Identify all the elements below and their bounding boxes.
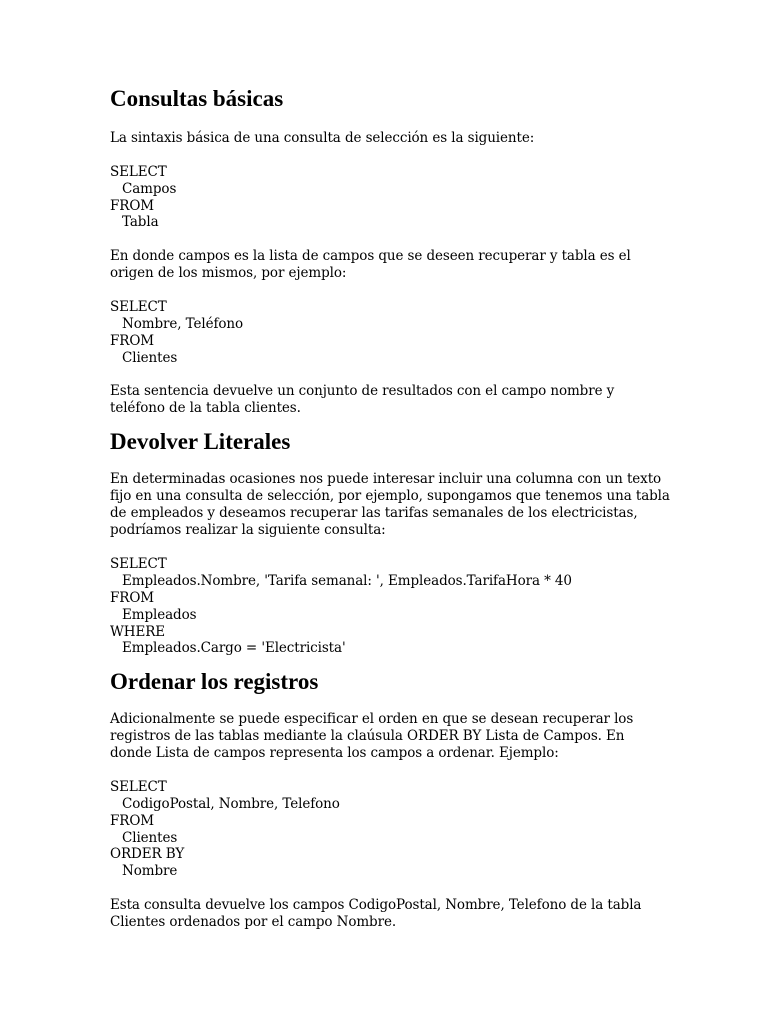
code-keyword-select: SELECT (110, 164, 167, 180)
paragraph-literales-intro: En determinadas ocasiones nos puede interesar incluir una columna con un texto fijo en una consulta de selección, por ejemplo, supongamos que tenemos una tabla de empleados y deseamos recuperar las tarifas semanales de los electricistas, podríamos realizar la siguiente consulta: (110, 471, 670, 539)
paragraph-campos-explanation: En donde campos es la lista de campos que se deseen recuperar y tabla es el origen de los mismos, por ejemplo: (110, 248, 631, 282)
code-keyword-from: FROM (110, 197, 155, 214)
code-keyword-select: SELECT (110, 299, 167, 316)
heading-ordenar-registros: Ordenar los registros (110, 669, 319, 695)
code-argument-table: Clientes (122, 349, 178, 366)
paragraph-intro-sintaxis: La sintaxis básica de una consulta de selección es la siguiente: (110, 130, 535, 146)
heading-devolver-literales: Devolver Literales (110, 429, 291, 455)
paragraph-order-result: Esta consulta devuelve los campos CodigoPostal, Nombre, Telefono de la tabla Clientes ordenados por el campo Nombre. (110, 896, 642, 930)
code-block-basic-select (110, 164, 670, 231)
code-block-example-clientes (110, 299, 670, 366)
code-argument-table: Clientes (122, 829, 178, 846)
code-argument-fields: Nombre, Teléfono (122, 315, 244, 332)
code-argument-tabla: Tabla (122, 214, 159, 231)
code-keyword-where: WHERE (110, 623, 166, 640)
code-keyword-from: FROM (110, 332, 155, 349)
document-page (110, 84, 670, 931)
heading-consultas-basicas: Consultas básicas (110, 86, 284, 111)
code-argument-table: Empleados (122, 606, 197, 623)
code-keyword-from: FROM (110, 589, 155, 606)
code-keyword-order-by: ORDER BY (110, 846, 185, 863)
code-keyword-select: SELECT (110, 556, 167, 573)
paragraph-result-explanation: Esta sentencia devuelve un conjunto de resultados con el campo nombre y teléfono de la tabla clientes. (110, 383, 615, 417)
code-keyword-select: SELECT (110, 779, 167, 796)
code-argument-order-field: Nombre (122, 863, 178, 880)
code-argument-fields: Empleados.Nombre, 'Tarifa semanal: ', Empleados.TarifaHora * 40 (122, 573, 572, 590)
paragraph-order-by-intro: Adicionalmente se puede especificar el orden en que se desean recuperar los registros de las tablas mediante la claúsula ORDER BY Lista de Campos. En donde Lista de campos representa los campos a ordenar. Ejemplo: (110, 711, 634, 762)
code-argument-condition: Empleados.Cargo = 'Electricista' (122, 640, 346, 657)
code-keyword-from: FROM (110, 812, 155, 829)
code-argument-fields: CodigoPostal, Nombre, Telefono (122, 795, 340, 812)
code-block-order-by (110, 779, 670, 880)
code-argument-campos: Campos (122, 180, 177, 197)
code-block-literales (110, 556, 670, 657)
